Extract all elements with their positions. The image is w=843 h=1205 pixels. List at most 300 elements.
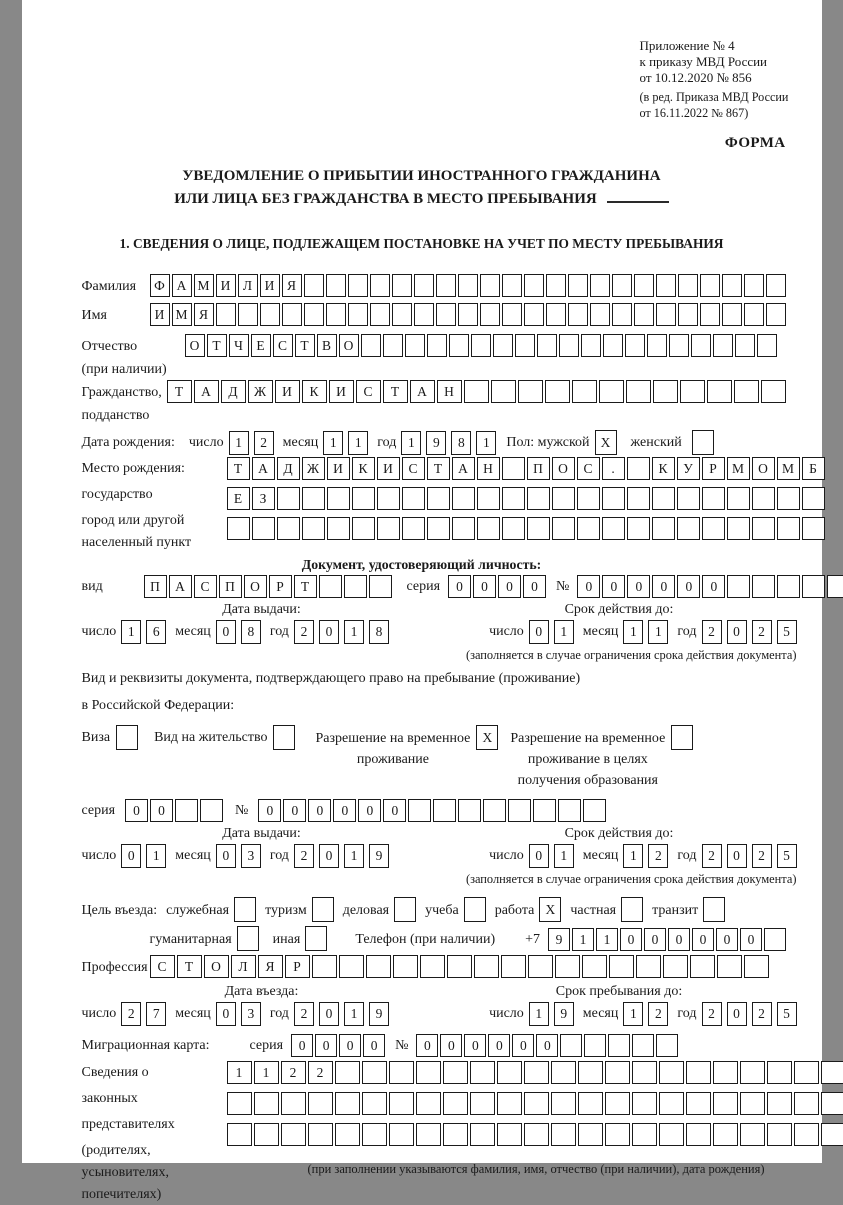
char-box[interactable]	[794, 1061, 819, 1084]
char-box[interactable]: 1	[554, 620, 574, 644]
char-box[interactable]: 5	[777, 1002, 797, 1026]
char-box[interactable]: Н	[477, 457, 500, 480]
char-box[interactable]	[546, 274, 566, 297]
char-box[interactable]	[433, 799, 456, 822]
char-box[interactable]	[552, 517, 575, 540]
char-box[interactable]: 1	[476, 431, 496, 455]
char-box[interactable]: И	[329, 380, 354, 403]
char-box[interactable]: 2	[702, 844, 722, 868]
char-box[interactable]	[480, 274, 500, 297]
char-box[interactable]	[527, 487, 550, 510]
char-box[interactable]: 2	[308, 1061, 333, 1084]
char-box[interactable]	[273, 725, 295, 750]
char-box[interactable]	[766, 303, 786, 326]
char-box[interactable]: 2	[254, 431, 274, 455]
char-box[interactable]: 0	[620, 928, 642, 951]
char-box[interactable]	[458, 303, 478, 326]
char-box[interactable]	[632, 1034, 654, 1057]
char-box[interactable]: 0	[602, 575, 625, 598]
char-box[interactable]	[252, 517, 275, 540]
char-box[interactable]: 0	[150, 799, 173, 822]
char-box[interactable]: 2	[702, 620, 722, 644]
char-box[interactable]	[605, 1061, 630, 1084]
char-box[interactable]: И	[275, 380, 300, 403]
char-box[interactable]	[524, 1123, 549, 1146]
char-box[interactable]: 1	[227, 1061, 252, 1084]
char-box[interactable]	[777, 487, 800, 510]
char-box[interactable]	[577, 487, 600, 510]
char-box[interactable]	[524, 1092, 549, 1115]
char-box[interactable]	[700, 274, 720, 297]
char-box[interactable]	[577, 517, 600, 540]
char-box[interactable]: Р	[285, 955, 310, 978]
char-box[interactable]	[692, 430, 714, 455]
char-box[interactable]	[393, 955, 418, 978]
char-box[interactable]: 0	[536, 1034, 558, 1057]
char-box[interactable]	[599, 380, 624, 403]
char-box[interactable]	[402, 487, 425, 510]
char-box[interactable]: 0	[727, 620, 747, 644]
char-box[interactable]	[581, 334, 601, 357]
char-box[interactable]	[632, 1061, 657, 1084]
char-box[interactable]	[626, 380, 651, 403]
char-box[interactable]	[254, 1092, 279, 1115]
char-box[interactable]: 0	[488, 1034, 510, 1057]
char-box[interactable]: С	[402, 457, 425, 480]
char-box[interactable]	[744, 274, 764, 297]
char-box[interactable]: 0	[358, 799, 381, 822]
char-box[interactable]	[722, 274, 742, 297]
char-box[interactable]	[821, 1061, 843, 1084]
char-box[interactable]: 2	[648, 844, 668, 868]
char-box[interactable]: 0	[440, 1034, 462, 1057]
char-box[interactable]	[677, 517, 700, 540]
char-box[interactable]	[740, 1123, 765, 1146]
char-box[interactable]: С	[194, 575, 217, 598]
char-box[interactable]: Ж	[302, 457, 325, 480]
char-box[interactable]	[691, 334, 711, 357]
char-box[interactable]: 0	[283, 799, 306, 822]
char-box[interactable]: М	[194, 274, 214, 297]
char-box[interactable]	[502, 487, 525, 510]
char-box[interactable]	[652, 517, 675, 540]
char-box[interactable]	[497, 1123, 522, 1146]
char-box[interactable]	[416, 1123, 441, 1146]
char-box[interactable]: 0	[702, 575, 725, 598]
char-box[interactable]	[608, 1034, 630, 1057]
char-box[interactable]	[802, 517, 825, 540]
char-box[interactable]	[416, 1061, 441, 1084]
char-box[interactable]	[389, 1123, 414, 1146]
char-box[interactable]	[414, 274, 434, 297]
char-box[interactable]	[443, 1092, 468, 1115]
char-box[interactable]	[713, 1092, 738, 1115]
char-box[interactable]: 5	[777, 844, 797, 868]
char-box[interactable]: Т	[167, 380, 192, 403]
char-box[interactable]	[678, 274, 698, 297]
char-box[interactable]	[656, 1034, 678, 1057]
char-box[interactable]	[603, 334, 623, 357]
char-box[interactable]: 1	[344, 1002, 364, 1026]
char-box[interactable]	[652, 487, 675, 510]
char-box[interactable]: 0	[727, 844, 747, 868]
char-box[interactable]	[686, 1061, 711, 1084]
char-box[interactable]: 1	[554, 844, 574, 868]
char-box[interactable]: 0	[668, 928, 690, 951]
char-box[interactable]	[344, 575, 367, 598]
char-box[interactable]	[632, 1092, 657, 1115]
char-box[interactable]	[302, 487, 325, 510]
char-box[interactable]: К	[302, 380, 327, 403]
char-box[interactable]	[558, 799, 581, 822]
char-box[interactable]	[402, 517, 425, 540]
char-box[interactable]: О	[752, 457, 775, 480]
char-box[interactable]: 1	[229, 431, 249, 455]
char-box[interactable]	[327, 487, 350, 510]
char-box[interactable]	[659, 1092, 684, 1115]
char-box[interactable]: С	[577, 457, 600, 480]
char-box[interactable]: 0	[512, 1034, 534, 1057]
char-box[interactable]	[740, 1061, 765, 1084]
char-box[interactable]: 2	[752, 1002, 772, 1026]
char-box[interactable]	[677, 487, 700, 510]
char-box[interactable]: А	[172, 274, 192, 297]
char-box[interactable]: У	[677, 457, 700, 480]
char-box[interactable]	[304, 274, 324, 297]
char-box[interactable]	[752, 487, 775, 510]
char-box[interactable]	[533, 799, 556, 822]
char-box[interactable]	[449, 334, 469, 357]
char-box[interactable]	[281, 1092, 306, 1115]
char-box[interactable]	[545, 380, 570, 403]
char-box[interactable]	[609, 955, 634, 978]
char-box[interactable]: Т	[177, 955, 202, 978]
char-box[interactable]	[366, 955, 391, 978]
char-box[interactable]: 2	[702, 1002, 722, 1026]
char-box[interactable]	[584, 1034, 606, 1057]
char-box[interactable]	[116, 725, 138, 750]
char-box[interactable]: С	[150, 955, 175, 978]
char-box[interactable]	[216, 303, 236, 326]
char-box[interactable]	[794, 1123, 819, 1146]
char-box[interactable]: 1	[401, 431, 421, 455]
char-box[interactable]	[578, 1123, 603, 1146]
char-box[interactable]: 0	[577, 575, 600, 598]
char-box[interactable]	[625, 334, 645, 357]
char-box[interactable]	[458, 799, 481, 822]
char-box[interactable]	[717, 955, 742, 978]
char-box[interactable]	[348, 274, 368, 297]
char-box[interactable]: 9	[369, 844, 389, 868]
char-box[interactable]	[559, 334, 579, 357]
char-box[interactable]: 0	[473, 575, 496, 598]
char-box[interactable]: О	[339, 334, 359, 357]
char-box[interactable]: X	[539, 897, 561, 922]
char-box[interactable]: Я	[258, 955, 283, 978]
char-box[interactable]	[493, 334, 513, 357]
char-box[interactable]: О	[244, 575, 267, 598]
char-box[interactable]	[821, 1123, 843, 1146]
char-box[interactable]	[497, 1092, 522, 1115]
char-box[interactable]	[707, 380, 732, 403]
char-box[interactable]	[659, 1061, 684, 1084]
char-box[interactable]	[702, 487, 725, 510]
char-box[interactable]: 0	[652, 575, 675, 598]
char-box[interactable]	[602, 517, 625, 540]
char-box[interactable]	[302, 517, 325, 540]
char-box[interactable]	[524, 303, 544, 326]
char-box[interactable]	[757, 334, 777, 357]
char-box[interactable]	[238, 303, 258, 326]
char-box[interactable]	[713, 1061, 738, 1084]
char-box[interactable]	[370, 274, 390, 297]
char-box[interactable]	[636, 955, 661, 978]
char-box[interactable]	[515, 334, 535, 357]
char-box[interactable]	[744, 303, 764, 326]
char-box[interactable]	[427, 487, 450, 510]
char-box[interactable]	[605, 1123, 630, 1146]
char-box[interactable]	[362, 1123, 387, 1146]
char-box[interactable]	[578, 1061, 603, 1084]
char-box[interactable]: Д	[277, 457, 300, 480]
char-box[interactable]: Ф	[150, 274, 170, 297]
char-box[interactable]	[766, 274, 786, 297]
char-box[interactable]	[443, 1061, 468, 1084]
char-box[interactable]: П	[527, 457, 550, 480]
char-box[interactable]	[452, 517, 475, 540]
char-box[interactable]	[767, 1092, 792, 1115]
char-box[interactable]	[827, 575, 843, 598]
char-box[interactable]: Р	[702, 457, 725, 480]
char-box[interactable]: Д	[221, 380, 246, 403]
char-box[interactable]: 0	[308, 799, 331, 822]
char-box[interactable]	[752, 575, 775, 598]
char-box[interactable]: X	[595, 430, 617, 455]
char-box[interactable]	[686, 1092, 711, 1115]
char-box[interactable]	[234, 897, 256, 922]
char-box[interactable]: 0	[416, 1034, 438, 1057]
char-box[interactable]: 8	[369, 620, 389, 644]
char-box[interactable]: 1	[623, 620, 643, 644]
char-box[interactable]	[735, 334, 755, 357]
char-box[interactable]	[436, 303, 456, 326]
char-box[interactable]: Л	[231, 955, 256, 978]
char-box[interactable]	[612, 303, 632, 326]
char-box[interactable]	[458, 274, 478, 297]
char-box[interactable]	[277, 487, 300, 510]
char-box[interactable]	[700, 303, 720, 326]
char-box[interactable]	[420, 955, 445, 978]
char-box[interactable]: О	[204, 955, 229, 978]
char-box[interactable]	[227, 1123, 252, 1146]
char-box[interactable]	[282, 303, 302, 326]
char-box[interactable]: 2	[294, 620, 314, 644]
char-box[interactable]	[767, 1061, 792, 1084]
char-box[interactable]	[502, 274, 522, 297]
char-box[interactable]	[452, 487, 475, 510]
char-box[interactable]	[502, 517, 525, 540]
char-box[interactable]	[348, 303, 368, 326]
char-box[interactable]: 1	[344, 620, 364, 644]
char-box[interactable]: 0	[716, 928, 738, 951]
char-box[interactable]	[408, 799, 431, 822]
char-box[interactable]	[383, 334, 403, 357]
char-box[interactable]	[427, 334, 447, 357]
char-box[interactable]	[394, 897, 416, 922]
char-box[interactable]: 2	[752, 620, 772, 644]
char-box[interactable]: 2	[281, 1061, 306, 1084]
char-box[interactable]: 0	[319, 620, 339, 644]
char-box[interactable]: 6	[146, 620, 166, 644]
char-box[interactable]: 3	[241, 844, 261, 868]
char-box[interactable]	[470, 1123, 495, 1146]
char-box[interactable]	[377, 487, 400, 510]
char-box[interactable]	[335, 1092, 360, 1115]
char-box[interactable]: 0	[319, 844, 339, 868]
char-box[interactable]	[663, 955, 688, 978]
char-box[interactable]: М	[777, 457, 800, 480]
char-box[interactable]	[583, 799, 606, 822]
char-box[interactable]	[602, 487, 625, 510]
char-box[interactable]	[722, 303, 742, 326]
char-box[interactable]: М	[172, 303, 192, 326]
char-box[interactable]: Т	[294, 575, 317, 598]
char-box[interactable]: 1	[572, 928, 594, 951]
char-box[interactable]: 9	[554, 1002, 574, 1026]
char-box[interactable]	[702, 517, 725, 540]
char-box[interactable]: Т	[295, 334, 315, 357]
char-box[interactable]: Е	[251, 334, 271, 357]
char-box[interactable]	[470, 1061, 495, 1084]
char-box[interactable]: 0	[339, 1034, 361, 1057]
char-box[interactable]	[678, 303, 698, 326]
char-box[interactable]: 1	[344, 844, 364, 868]
char-box[interactable]	[377, 517, 400, 540]
char-box[interactable]	[326, 303, 346, 326]
char-box[interactable]	[200, 799, 223, 822]
char-box[interactable]: А	[452, 457, 475, 480]
char-box[interactable]: 0	[121, 844, 141, 868]
char-box[interactable]	[308, 1123, 333, 1146]
char-box[interactable]: 0	[315, 1034, 337, 1057]
char-box[interactable]: 1	[623, 844, 643, 868]
char-box[interactable]: З	[252, 487, 275, 510]
char-box[interactable]: Р	[269, 575, 292, 598]
char-box[interactable]: П	[219, 575, 242, 598]
char-box[interactable]	[656, 303, 676, 326]
char-box[interactable]	[802, 575, 825, 598]
char-box[interactable]: 0	[216, 844, 236, 868]
char-box[interactable]: К	[652, 457, 675, 480]
char-box[interactable]: К	[352, 457, 375, 480]
char-box[interactable]: 2	[121, 1002, 141, 1026]
char-box[interactable]	[392, 274, 412, 297]
char-box[interactable]: О	[552, 457, 575, 480]
char-box[interactable]	[497, 1061, 522, 1084]
char-box[interactable]: .	[602, 457, 625, 480]
char-box[interactable]: И	[327, 457, 350, 480]
char-box[interactable]	[767, 1123, 792, 1146]
char-box[interactable]	[713, 1123, 738, 1146]
char-box[interactable]	[761, 380, 786, 403]
char-box[interactable]: П	[144, 575, 167, 598]
char-box[interactable]	[319, 575, 342, 598]
char-box[interactable]	[612, 274, 632, 297]
char-box[interactable]	[427, 517, 450, 540]
char-box[interactable]	[502, 303, 522, 326]
char-box[interactable]	[524, 1061, 549, 1084]
char-box[interactable]: 1	[529, 1002, 549, 1026]
char-box[interactable]	[659, 1123, 684, 1146]
char-box[interactable]: 1	[254, 1061, 279, 1084]
char-box[interactable]: 2	[752, 844, 772, 868]
char-box[interactable]	[436, 274, 456, 297]
char-box[interactable]	[703, 897, 725, 922]
char-box[interactable]	[632, 1123, 657, 1146]
char-box[interactable]	[680, 380, 705, 403]
char-box[interactable]	[501, 955, 526, 978]
char-box[interactable]: X	[476, 725, 498, 750]
char-box[interactable]	[389, 1092, 414, 1115]
char-box[interactable]: 2	[648, 1002, 668, 1026]
char-box[interactable]: Б	[802, 457, 825, 480]
char-box[interactable]	[474, 955, 499, 978]
char-box[interactable]	[734, 380, 759, 403]
char-box[interactable]	[627, 487, 650, 510]
char-box[interactable]: 0	[644, 928, 666, 951]
char-box[interactable]: 1	[596, 928, 618, 951]
char-box[interactable]	[740, 1092, 765, 1115]
char-box[interactable]	[590, 303, 610, 326]
char-box[interactable]	[537, 334, 557, 357]
char-box[interactable]	[352, 487, 375, 510]
char-box[interactable]	[752, 517, 775, 540]
char-box[interactable]: А	[169, 575, 192, 598]
char-box[interactable]: 0	[677, 575, 700, 598]
char-box[interactable]: 2	[294, 844, 314, 868]
char-box[interactable]	[669, 334, 689, 357]
char-box[interactable]: С	[356, 380, 381, 403]
char-box[interactable]	[647, 334, 667, 357]
char-box[interactable]: В	[317, 334, 337, 357]
char-box[interactable]	[605, 1092, 630, 1115]
char-box[interactable]: 0	[291, 1034, 313, 1057]
char-box[interactable]: 8	[451, 431, 471, 455]
char-box[interactable]	[480, 303, 500, 326]
char-box[interactable]	[508, 799, 531, 822]
char-box[interactable]: И	[150, 303, 170, 326]
char-box[interactable]: Т	[227, 457, 250, 480]
char-box[interactable]: 0	[498, 575, 521, 598]
char-box[interactable]	[470, 1092, 495, 1115]
char-box[interactable]	[416, 1092, 441, 1115]
char-box[interactable]	[690, 955, 715, 978]
char-box[interactable]	[528, 955, 553, 978]
char-box[interactable]: 0	[529, 620, 549, 644]
char-box[interactable]: И	[377, 457, 400, 480]
char-box[interactable]	[335, 1123, 360, 1146]
char-box[interactable]	[308, 1092, 333, 1115]
char-box[interactable]	[621, 897, 643, 922]
char-box[interactable]: Т	[383, 380, 408, 403]
char-box[interactable]	[560, 1034, 582, 1057]
char-box[interactable]: 1	[648, 620, 668, 644]
char-box[interactable]: Л	[238, 274, 258, 297]
char-box[interactable]	[686, 1123, 711, 1146]
char-box[interactable]	[335, 1061, 360, 1084]
char-box[interactable]	[254, 1123, 279, 1146]
char-box[interactable]	[555, 955, 580, 978]
